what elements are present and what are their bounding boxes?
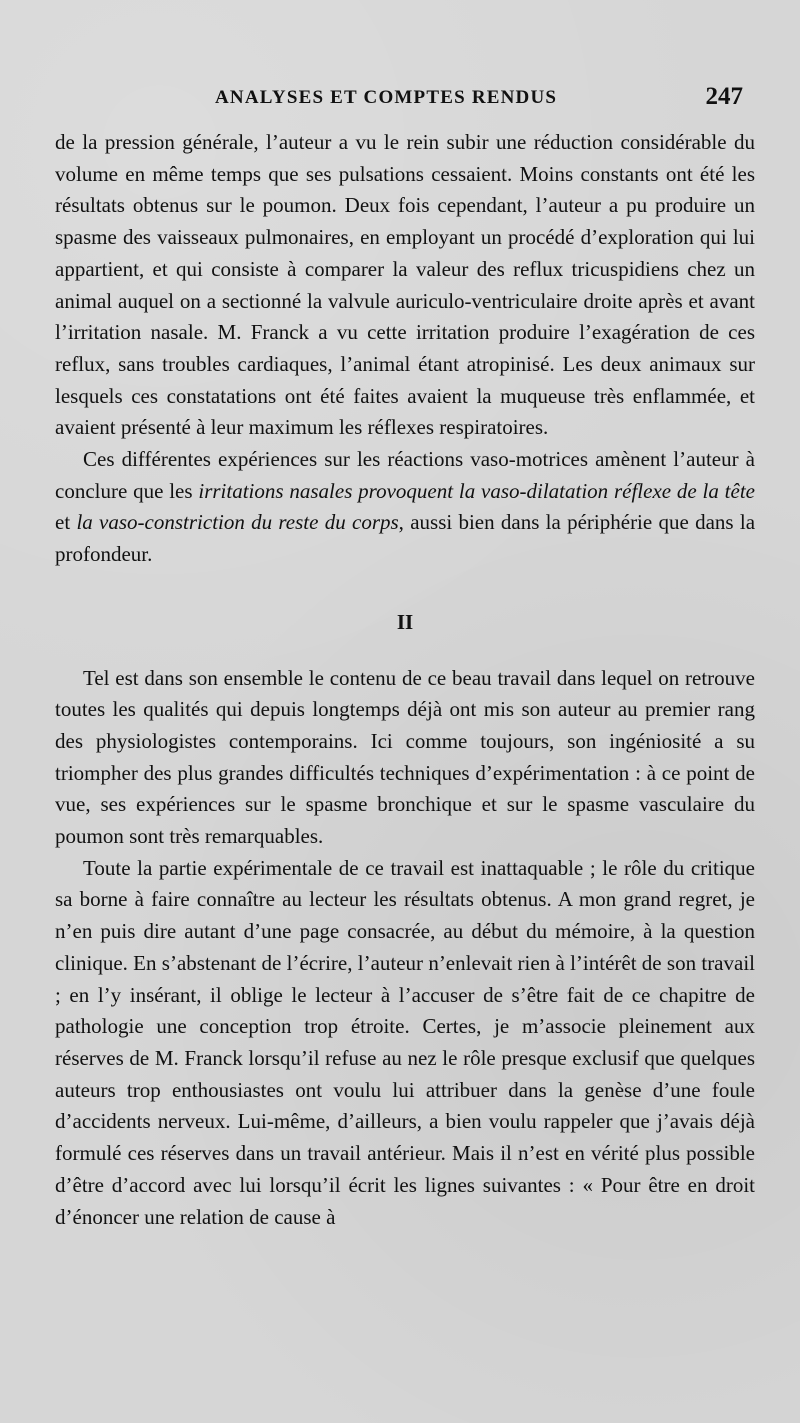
paragraph-2-part-3: , aussi bien dans la périphérie que dans la profondeur.	[55, 510, 756, 567]
main-text	[55, 127, 755, 1233]
paragraph-2-part-2: et	[55, 510, 77, 535]
paragraph-3: Tel est dans son ensemble le contenu de ce beau travail dans lequel on retrouve toutes les qualités qui depuis longtemps déjà ont mis son auteur au premier rang des physiologistes contemporains. Ici comme toujours, son ingéniosité a su triompher des plus grandes difficultés techniques d’expérimentation : à ce point de vue, ses expériences sur le spasme bronchique et sur le spasme vasculaire du poumon sont très remarquables.	[55, 665, 755, 849]
paragraph-2-italic-1: irritations nasales provoquent la vaso-dilatation réflexe de la tête	[198, 478, 755, 503]
page-header	[55, 85, 755, 119]
paragraph-2	[55, 444, 755, 571]
page-number: 247	[705, 83, 743, 110]
section-heading: II	[396, 609, 414, 634]
paragraph-2-part-1: Ces différentes expériences sur les réactions vaso-motrices amènent l’auteur à conclure que les	[55, 447, 755, 503]
running-title: ANALYSES ET COMPTES RENDUS	[215, 87, 558, 108]
paragraph-4: Toute la partie expérimentale de ce travail est inattaquable ; le rôle du critique sa borne à faire connaître au lecteur les résultats obtenus. A mon grand regret, je n’en puis dire autant d’une page consacrée, au début du mémoire, à la question clinique. En s’abstenant de l’écrire, l’auteur n’enlevait rien à l’intérêt de son travail ; en l’y insérant, il oblige le lecteur à l’accuser de s’être fait de ce chapitre de pathologie une conception trop étroite. Certes, je m’associe pleinement aux réserves de M. Franck lorsqu’il refuse au nez le rôle presque exclusif que quelques auteurs trop enthousiastes ont voulu lui attribuer dans la genèse d’une foule d’accidents nerveux. Lui-même, d’ailleurs, a bien voulu rappeler que j’avais déjà formulé ces réserves dans un travail antérieur. Mais il n’est en vérité plus possible d’être d’accord avec lui lorsqu’il écrit les lignes suivantes : « Pour être en droit d’énoncer une relation de cause à	[55, 855, 755, 1229]
paragraph-1: de la pression générale, l’auteur a vu le rein subir une réduction considérable du volume en même temps que ses pulsations cessaient. Moins constants ont été les résultats obtenus sur le poumon. Deux fois cependant, l’auteur a pu produire un spasme des vaisseaux pulmonaires, en employant un procédé d’exploration qui lui appartient, et qui consiste à comparer la valeur des reflux tricuspidiens chez un animal auquel on a sectionné la valvule auriculo-ventriculaire droite après et avant l’irritation nasale. M. Franck a vu cette irritation produire l’exagération de ces reflux, sans troubles cardiaques, l’animal étant atropinisé. Les deux animaux sur lesquels ces constatations ont été faites avaient la muqueuse très enflammée, et avaient présenté à leur maximum les réflexes respiratoires.	[55, 130, 755, 440]
paragraph-2-italic-2: la vaso-constriction du reste du corps	[76, 510, 399, 535]
